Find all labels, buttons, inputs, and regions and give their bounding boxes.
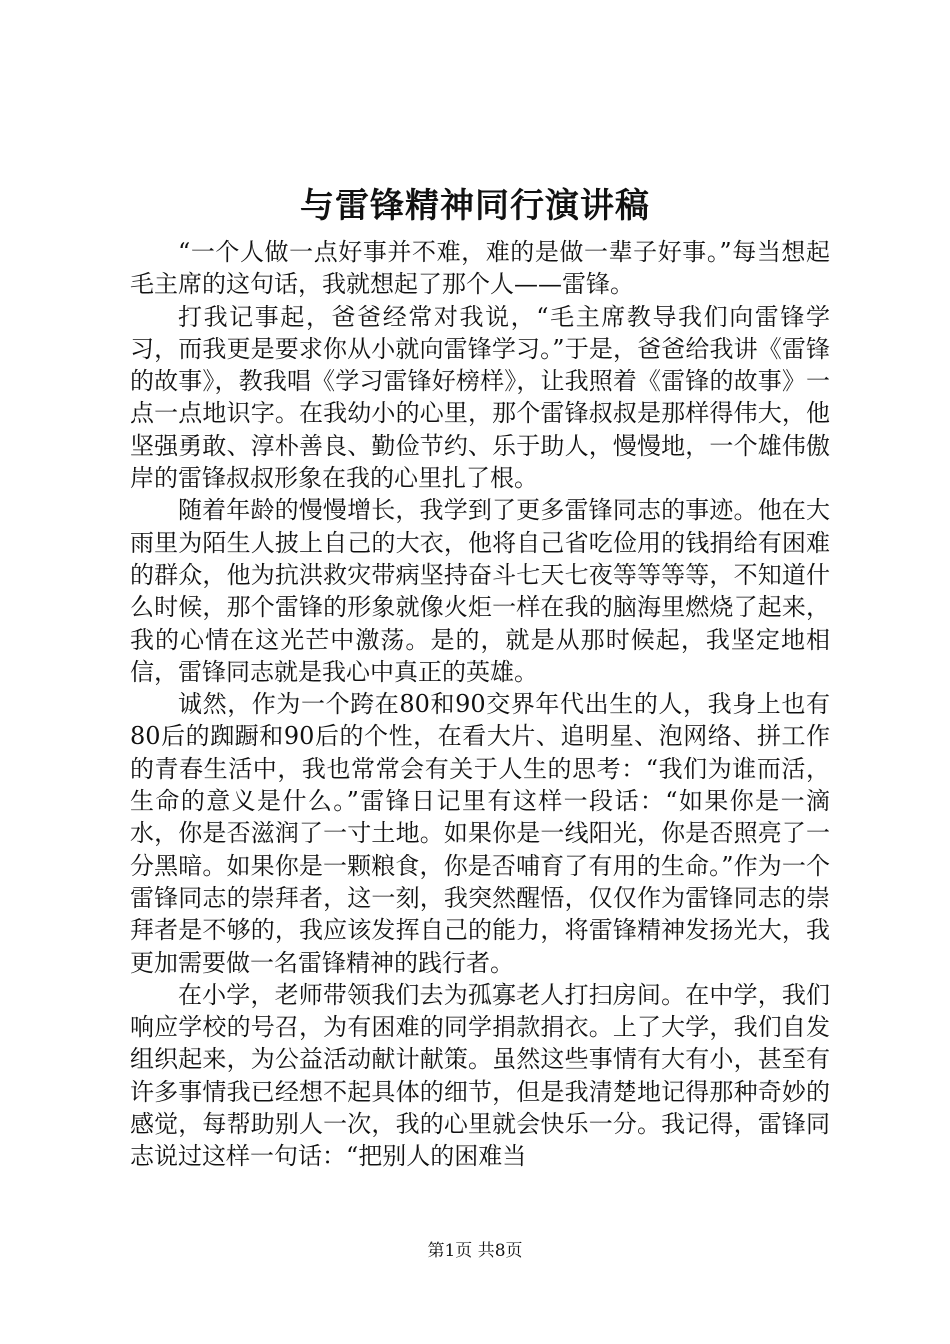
paragraph-3: 随着年龄的慢慢增长，我学到了更多雷锋同志的事迹。他在大雨里为陌生人披上自己的大衣，他将自己省吃俭用的钱捐给有困难的群众，他为抗洪救灾带病坚持奋斗七天七夜等等等等，不知道什么时候，那个雷锋的形象就像火炬一样在我的脑海里燃烧了起来，我的心情在这光芒中激荡。是的，就是从那时候起，我坚定地相信，雷锋同志就是我心中真正的英雄。 (130, 496, 830, 686)
paragraph-5: 在小学，老师带领我们去为孤寡老人打扫房间。在中学，我们响应学校的号召，为有困难的同学捐款捐衣。上了大学，我们自发组织起来，为公益活动献计献策。虽然这些事情有大有小，甚至有许多事情我已经想不起具体的细节，但是我清楚地记得那种奇妙的感觉，每帮助别人一次，我的心里就会快乐一分。我记得，雷锋同志说过这样一句话：“把别人的困难当 (130, 980, 830, 1171)
document-title: 与雷锋精神同行演讲稿 (300, 186, 650, 226)
paragraph-1: “一个人做一点好事并不难，难的是做一辈子好事。”每当想起毛主席的这句话，我就想起了那个人——雷锋。 (130, 238, 830, 299)
paragraph-2: 打我记事起，爸爸经常对我说，“毛主席教导我们向雷锋学习，而我更是要求你从小就向雷锋学习。”于是，爸爸给我讲《雷锋的故事》，教我唱《学习雷锋好榜样》，让我照着《雷锋的故事》一点一点地识字。在我幼小的心里，那个雷锋叔叔是那样得伟大，他坚强勇敢、淳朴善良、勤俭节约、乐于助人，慢慢地，一个雄伟傲岸的雷锋叔叔形象在我的心里扎了根。 (130, 302, 830, 493)
page-number-footer: 第1页 共8页 (427, 1241, 523, 1261)
paragraph-4: 诚然，作为一个跨在80和90交界年代出生的人，我身上也有80后的踟蹰和90后的个性，在看大片、追明星、泡网络、拼工作的青春生活中，我也常常会有关于人生的思考：“我们为谁而活，生命的意义是什么。”雷锋日记里有这样一段话：“如果你是一滴水，你是否滋润了一寸土地。如果你是一线阳光，你是否照亮了一分黑暗。如果你是一颗粮食，你是否哺育了有用的生命。”作为一个雷锋同志的崇拜者，这一刻，我突然醒悟，仅仅作为雷锋同志的崇拜者是不够的，我应该发挥自己的能力，将雷锋精神发扬光大，我更加需要做一名雷锋精神的践行者。 (130, 690, 830, 977)
document-body (130, 236, 830, 1173)
